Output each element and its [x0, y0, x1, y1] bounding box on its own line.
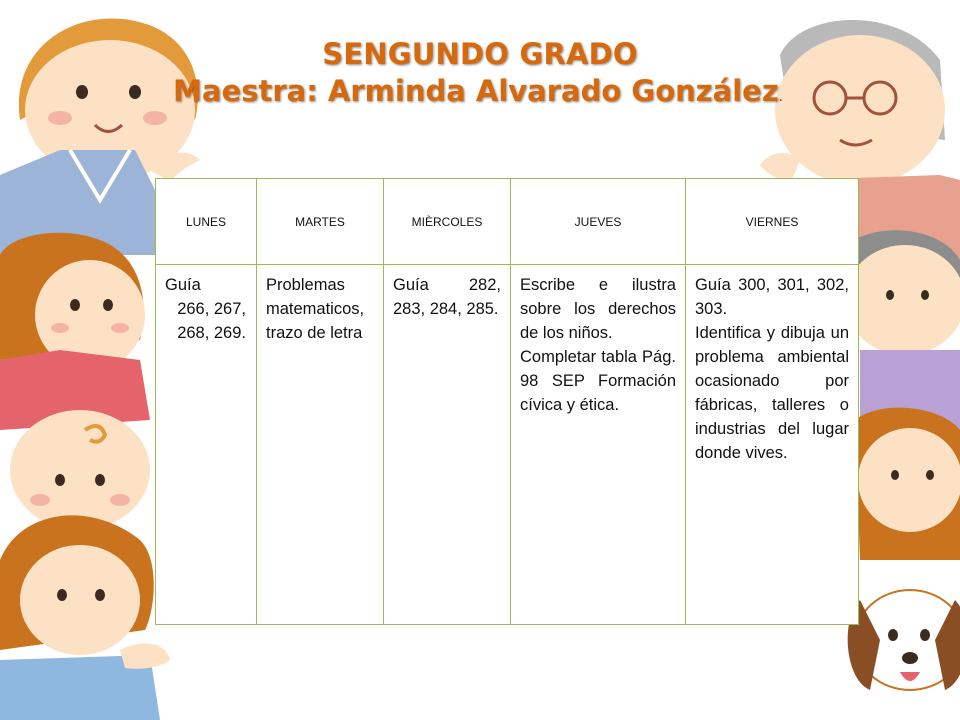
teacher-name: [0, 72, 960, 117]
teacher-name-suffix: .: [778, 90, 783, 105]
col-header-lunes: LUNES: [156, 179, 257, 265]
baby-face: [10, 410, 150, 530]
table-row: [156, 265, 859, 625]
col-header-jueves: JUEVES: [511, 179, 686, 265]
girl2-face: [20, 545, 140, 655]
col-header-martes: MARTES: [257, 179, 384, 265]
grandma-face: [845, 245, 960, 355]
page-title: SENGUNDO GRADO: [322, 37, 638, 71]
cell-lunes-rest: 266, 267, 268, 269.: [177, 300, 246, 342]
col-header-viernes: VIERNES: [686, 179, 859, 265]
cell-jueves: [511, 265, 686, 625]
col-header-miercoles: MIÈRCOLES: [384, 179, 511, 265]
teacher-name-text: Maestra: Arminda Alvarado González: [173, 74, 779, 108]
girl3-face: [858, 428, 960, 532]
cell-jueves-text-2: Completar tabla Pág. 98 SEP Formación cívica y ética.: [520, 348, 676, 414]
cell-viernes: [686, 265, 859, 625]
cell-lunes-first: Guía: [165, 276, 201, 294]
cell-viernes-text-1: Guía 300, 301, 302, 303.: [695, 276, 849, 318]
cell-martes-text: Problemas matematicos, trazo de letra: [266, 276, 365, 342]
cell-miercoles: [384, 265, 511, 625]
cell-miercoles-text: Guía 282, 283, 284, 285.: [393, 276, 501, 318]
cell-viernes-text-2: Identifica y dibuja un problema ambiental ocasionado por fábricas, talleres o industrias del lugar donde vives.: [695, 324, 849, 462]
cell-jueves-text-1: Escribe e ilustra sobre los derechos de los niños.: [520, 276, 676, 342]
cell-lunes: [156, 265, 257, 625]
title-block: [0, 36, 960, 117]
table-header-row: [156, 179, 859, 265]
schedule-table: [155, 178, 859, 625]
cell-martes: [257, 265, 384, 625]
